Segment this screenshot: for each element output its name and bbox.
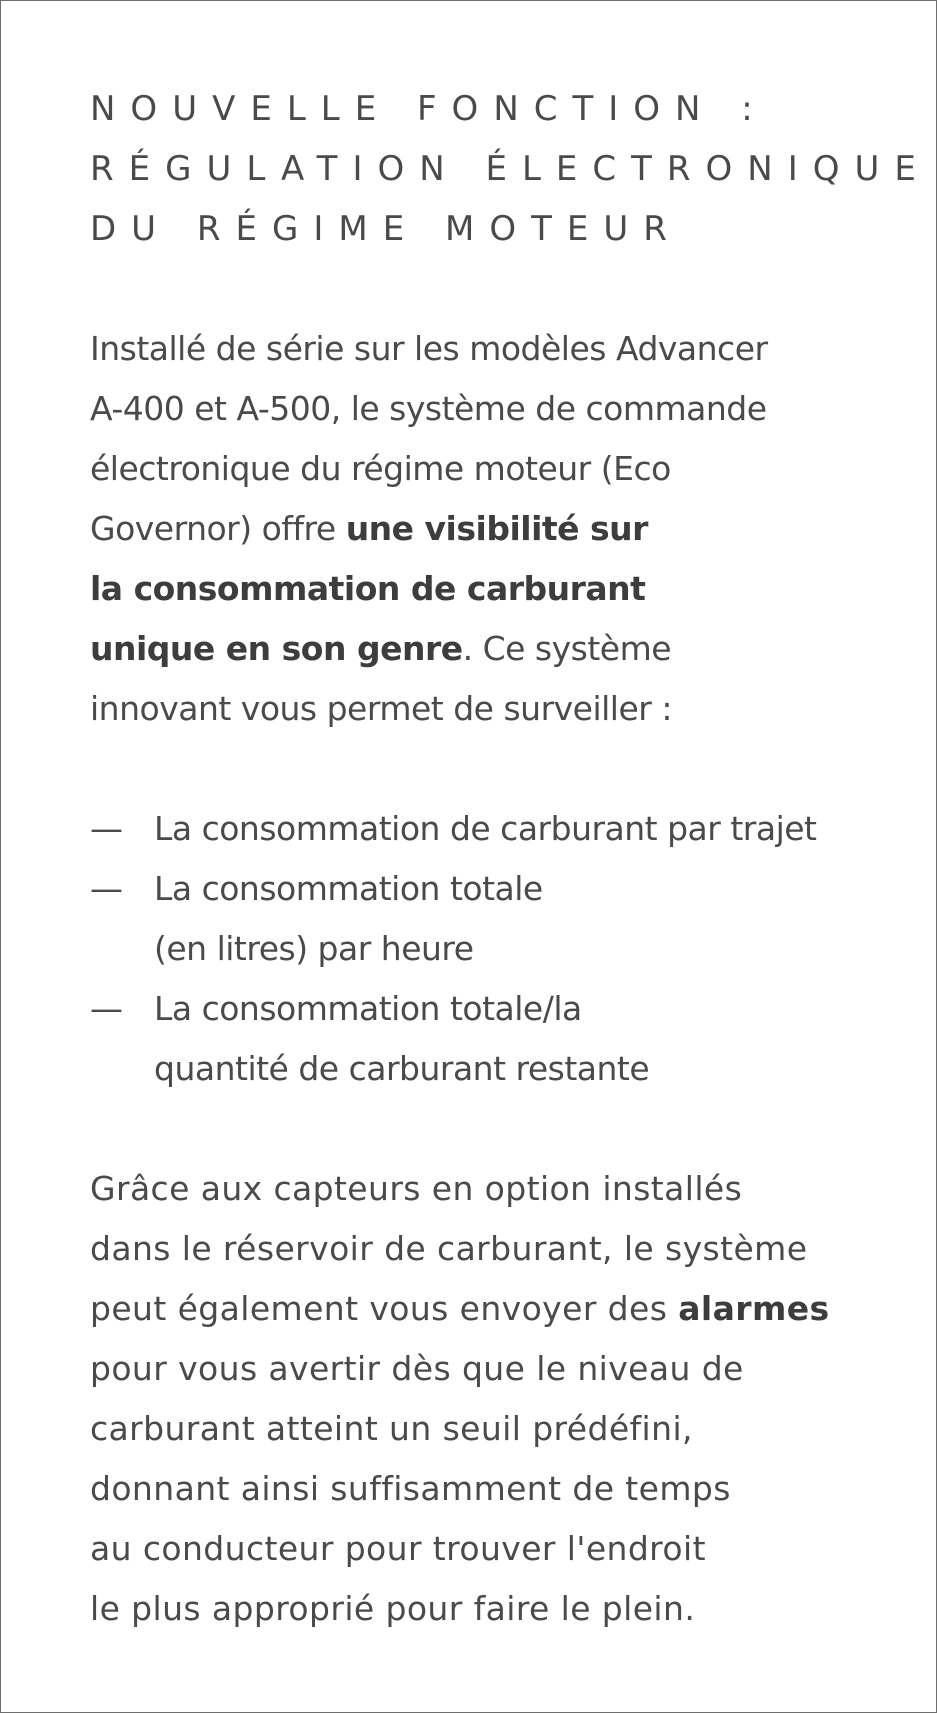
highlight-text: une visibilité sur <box>345 509 648 548</box>
outro-line: dans le réservoir de carburant, le système <box>90 1229 808 1268</box>
page-title <box>90 79 931 259</box>
list-item <box>90 859 876 979</box>
intro-text: . Ce système <box>462 629 672 668</box>
outro-line: pour vous avertir dès que le niveau de <box>90 1349 744 1388</box>
outro-line: Grâce aux capteurs en option installés <box>90 1169 743 1208</box>
list-item-line: quantité de carburant restante <box>154 1049 650 1088</box>
intro-paragraph <box>90 319 876 739</box>
alarm-paragraph <box>90 1159 876 1639</box>
list-item-line: (en litres) par heure <box>154 929 474 968</box>
intro-line: innovant vous permet de surveiller : <box>90 689 672 728</box>
intro-line <box>90 619 876 679</box>
list-item <box>90 979 876 1099</box>
outro-line: donnant ainsi suffisamment de temps <box>90 1469 731 1508</box>
highlight-text: unique en son genre <box>90 629 463 668</box>
list-item <box>90 799 876 859</box>
intro-line <box>90 499 876 559</box>
list-item-line: La consommation totale <box>154 869 543 908</box>
intro-line: A-400 et A-500, le système de commande <box>90 389 767 428</box>
outro-line: au conducteur pour trouver l'endroit <box>90 1529 706 1568</box>
list-item-line: La consommation totale/la <box>154 989 582 1028</box>
title-line-2: RÉGULATION ÉLECTRONIQUE <box>90 149 931 189</box>
intro-line <box>90 559 876 619</box>
intro-line: électronique du régime moteur (Eco <box>90 449 671 488</box>
highlight-text: la consommation de carburant <box>90 569 646 608</box>
list-item-line: La consommation de carburant par trajet <box>154 809 817 848</box>
outro-text: peut également vous envoyer des <box>90 1289 679 1328</box>
highlight-text: alarmes <box>678 1289 830 1328</box>
outro-line <box>90 1279 876 1339</box>
dash-bullet: — <box>90 809 123 848</box>
monitoring-list <box>90 799 876 1099</box>
dash-bullet: — <box>90 869 123 908</box>
intro-line: Installé de série sur les modèles Advancer <box>90 329 768 368</box>
outro-line: le plus approprié pour faire le plein. <box>90 1589 696 1628</box>
title-line-3: DU RÉGIME MOTEUR <box>90 209 682 249</box>
title-line-1: NOUVELLE FONCTION : <box>90 89 768 129</box>
outro-line: carburant atteint un seuil prédéfini, <box>90 1409 693 1448</box>
dash-bullet: — <box>90 989 123 1028</box>
intro-text: Governor) offre <box>90 509 346 548</box>
